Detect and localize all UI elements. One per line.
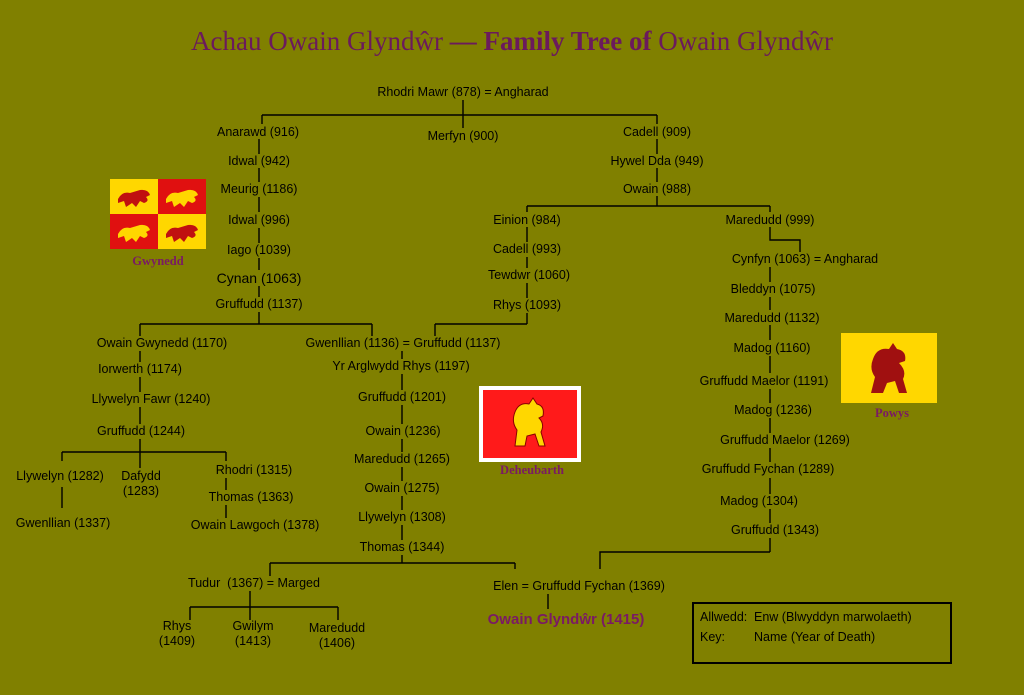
person-anarawd: Anarawd (916) [217,125,299,139]
person-llywelyn-1308: Llywelyn (1308) [358,510,446,524]
deheubarth-label: Deheubarth [500,463,564,477]
person-llywelyn-1282: Llywelyn (1282) [16,469,104,483]
person-rhys-1409: Rhys (1409) [158,619,196,648]
person-rhodri-1315: Rhodri (1315) [215,463,293,477]
powys-flag [841,333,937,408]
person-owain-gwynedd: Owain Gwynedd (1170) [96,336,228,350]
gwynedd-label: Gwynedd [132,254,184,268]
person-owain-1236: Owain (1236) [365,424,441,438]
person-rhodri-mawr: Rhodri Mawr (878) = Angharad [377,85,549,99]
person-iago: Iago (1039) [227,243,291,257]
person-tewdwr: Tewdwr (1060) [488,268,570,282]
person-bleddyn: Bleddyn (1075) [730,282,816,296]
deheubarth-flag [479,386,581,467]
person-gwenllian-gruffudd: Gwenllian (1136) = Gruffudd (1137) [305,336,501,350]
person-gwenllian-1337: Gwenllian (1337) [15,516,111,530]
person-cynfyn: Cynfyn (1063) = Angharad [731,252,879,266]
person-llywelyn-fawr: Llywelyn Fawr (1240) [91,392,211,406]
person-rhys-1093: Rhys (1093) [492,298,562,312]
person-thomas-1363: Thomas (1363) [208,490,294,504]
person-cadell-909: Cadell (909) [622,125,692,139]
person-thomas-1344: Thomas (1344) [359,540,445,554]
key-label-english: Key: [700,630,726,644]
person-madog-1304: Madog (1304) [720,494,798,508]
person-einion: Einion (984) [493,213,561,227]
person-idwal-942: Idwal (942) [228,154,290,168]
person-maredudd-1265: Maredudd (1265) [354,452,450,466]
person-elen-gruffudd-fychan: Elen = Gruffudd Fychan (1369) [493,579,665,593]
person-maredudd-1132: Maredudd (1132) [724,311,820,325]
title-english: — Family Tree of [449,26,652,56]
person-gruffudd-maelor-1269: Gruffudd Maelor (1269) [720,433,850,447]
person-dafydd: Dafydd (1283) [121,469,161,498]
legend-key [692,602,952,664]
key-label-welsh: Allwedd: [700,610,748,624]
person-gruffudd-1201: Gruffudd (1201) [357,390,447,404]
person-gruffudd-1343: Gruffudd (1343) [730,523,820,537]
person-maredudd-1406: Maredudd (1406) [308,621,366,650]
page-title [0,26,1024,57]
title-name: Owain Glyndŵr [658,26,833,56]
person-cadell-993: Cadell (993) [492,242,562,256]
person-maredudd-999: Maredudd (999) [725,213,815,227]
powys-label: Powys [874,406,910,420]
person-owain-glyndwr: Owain Glyndŵr (1415) [487,611,645,628]
gwynedd-flag [110,179,206,254]
person-gwilym: Gwilym (1413) [232,619,274,648]
title-welsh: Achau Owain Glyndŵr [191,26,443,56]
person-owain-lawgoch: Owain Lawgoch (1378) [190,518,320,532]
person-gruffudd-1137: Gruffudd (1137) [215,297,303,311]
person-meurig: Meurig (1186) [220,182,298,196]
person-madog-1160: Madog (1160) [733,341,811,355]
person-cynan: Cynan (1063) [216,270,302,286]
person-owain-988: Owain (988) [622,182,692,196]
person-arglwydd-rhys: Yr Arglwydd Rhys (1197) [332,359,470,373]
person-idwal-996: Idwal (996) [228,213,290,227]
person-hywel-dda: Hywel Dda (949) [610,154,704,168]
key-value-english: Name (Year of Death) [754,630,876,644]
person-madog-1236: Madog (1236) [734,403,812,417]
person-gruffudd-fychan-1289: Gruffudd Fychan (1289) [701,462,835,476]
person-gruffudd-1244: Gruffudd (1244) [96,424,186,438]
person-tudur-marged: Tudur (1367) = Marged [188,576,320,590]
person-iorwerth: Iorwerth (1174) [98,362,182,376]
person-merfyn: Merfyn (900) [427,129,499,143]
person-gruffudd-maelor-1191: Gruffudd Maelor (1191) [699,374,829,388]
person-owain-1275: Owain (1275) [364,481,440,495]
key-value-welsh: Enw (Blwyddyn marwolaeth) [754,610,912,624]
